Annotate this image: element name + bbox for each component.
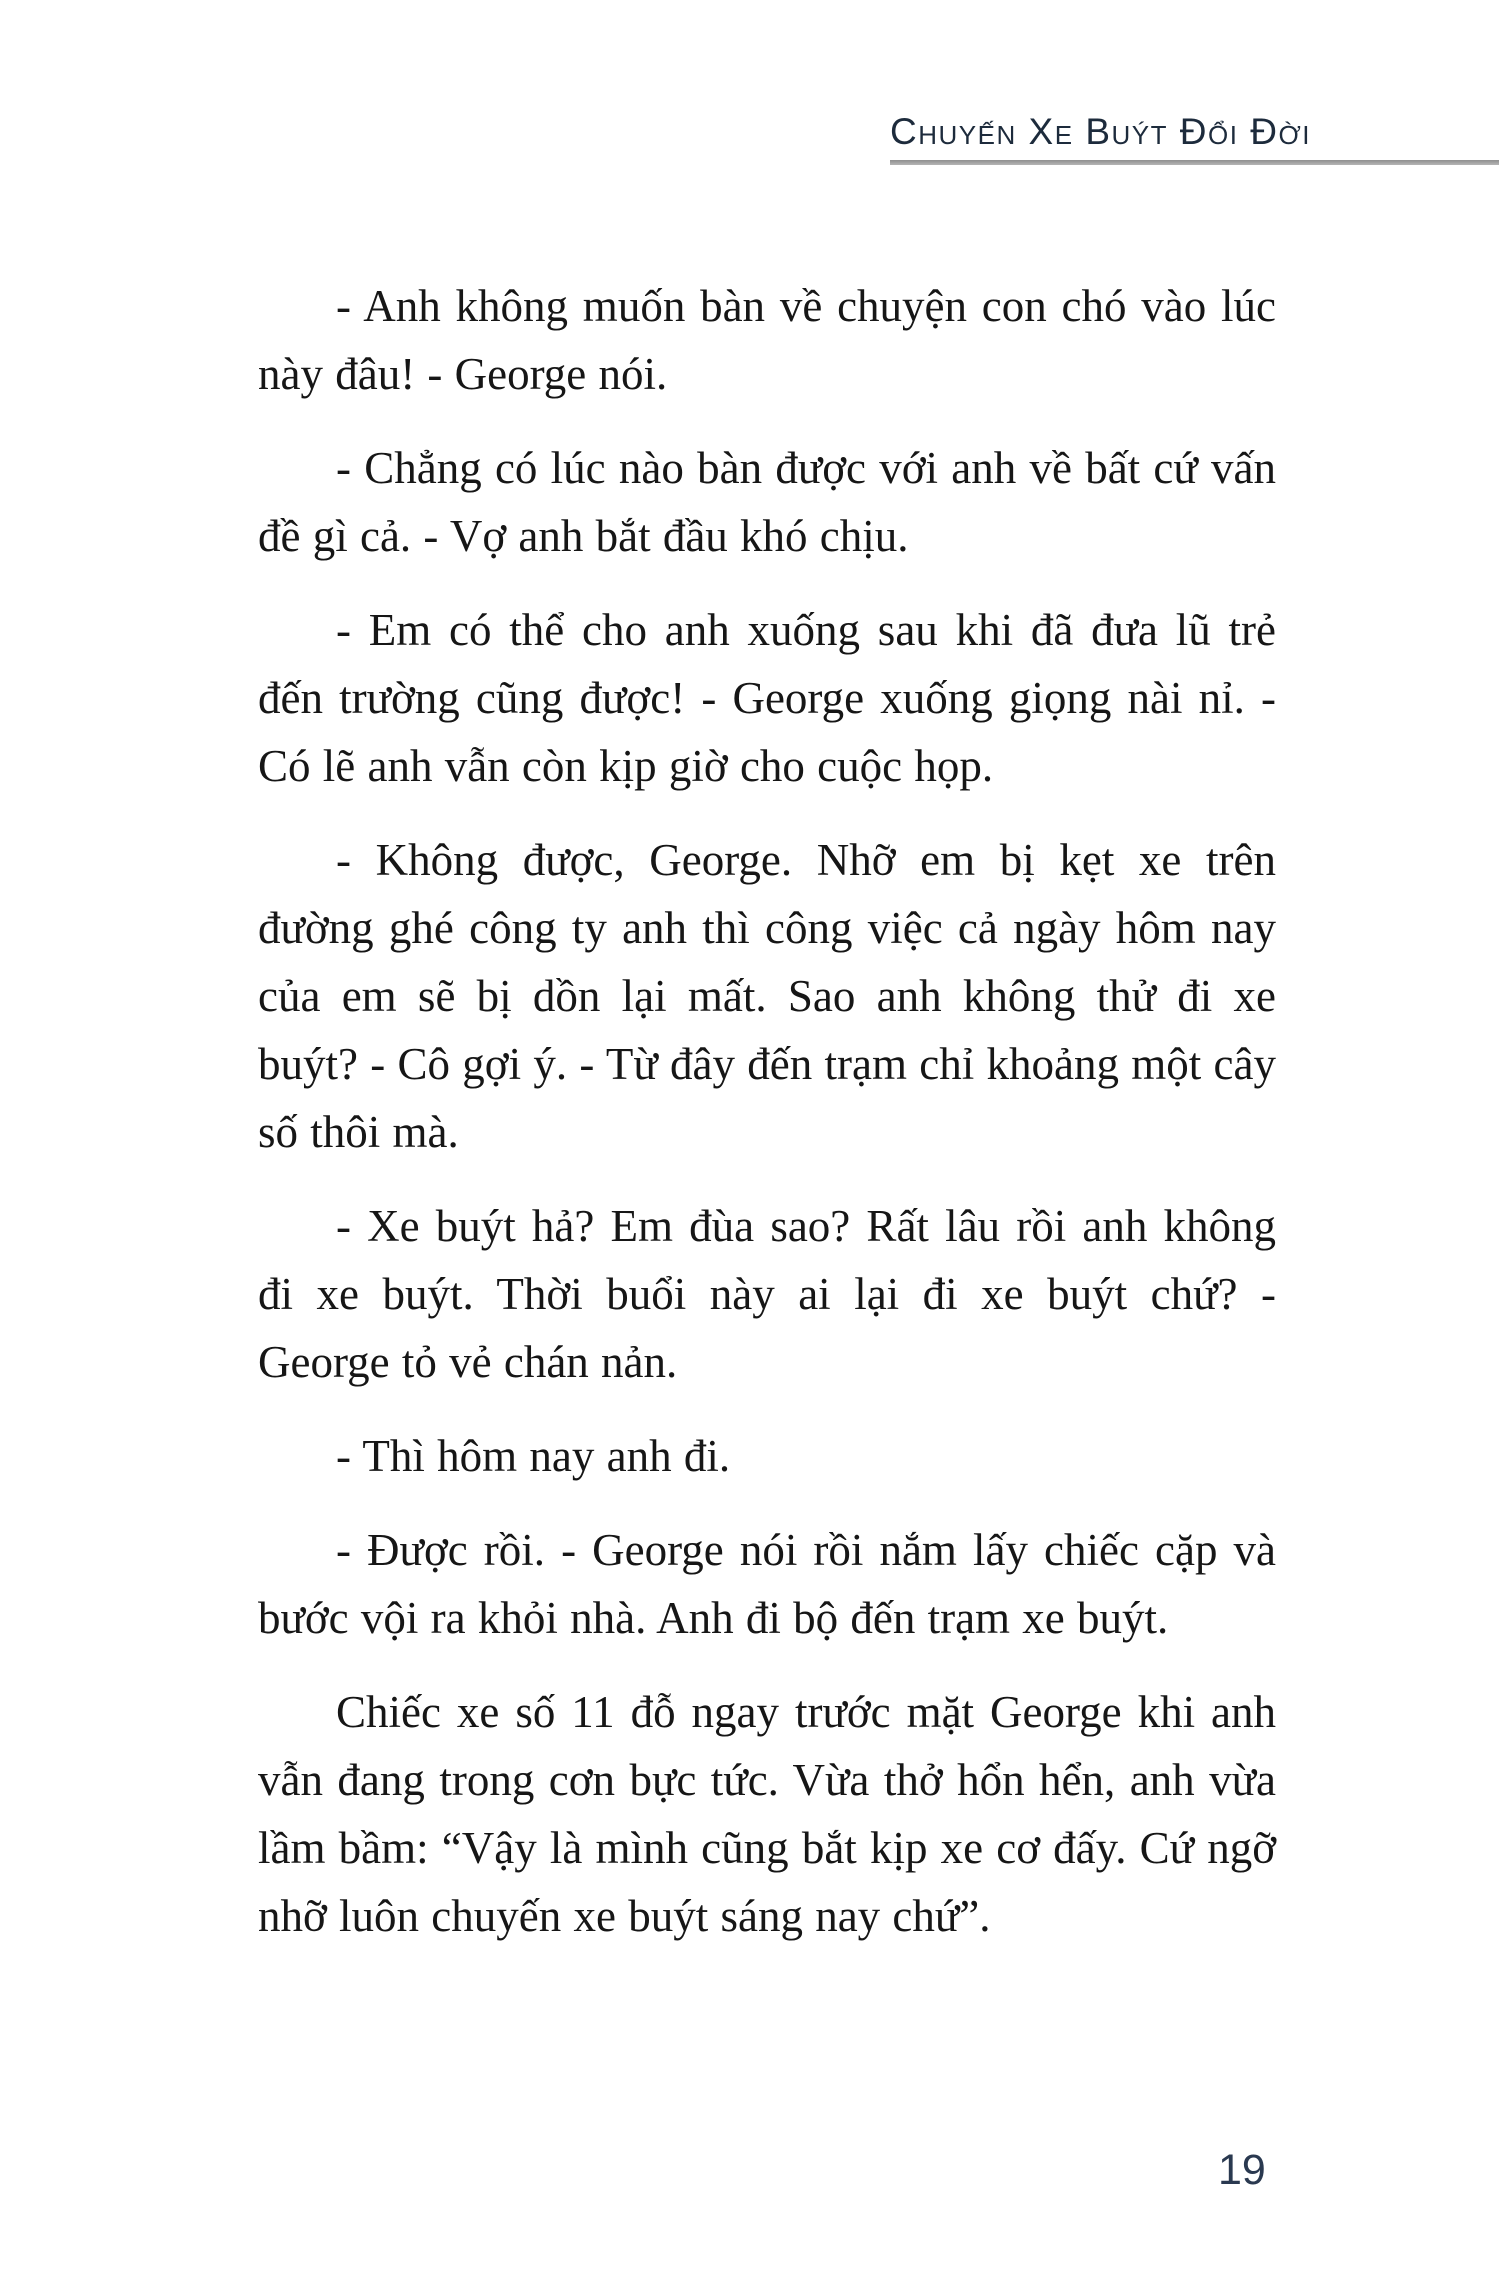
- header-rule: [890, 160, 1499, 165]
- page-number: 19: [1218, 2146, 1266, 2194]
- body-paragraph: - Được rồi. - George nói rồi nắm lấy chiếc cặp và bước vội ra khỏi nhà. Anh đi bộ đến trạm xe buýt.: [258, 1525, 1276, 1643]
- body-paragraph: - Xe buýt hả? Em đùa sao? Rất lâu rồi anh không đi xe buýt. Thời buổi này ai lại đi xe buýt chứ? - George tỏ vẻ chán nản.: [258, 1201, 1276, 1387]
- body-paragraph: - Không được, George. Nhỡ em bị kẹt xe trên đường ghé công ty anh thì công việc cả ngày hôm nay của em sẽ bị dồn lại mất. Sao anh không thử đi xe buýt? - Cô gợi ý. - Từ đây đến trạm chỉ khoảng một cây số thôi mà.: [258, 835, 1276, 1157]
- body-paragraph: - Thì hôm nay anh đi.: [336, 1431, 731, 1481]
- running-head-title: Chuyến Xe Buýt Đổi Đời: [890, 111, 1311, 152]
- body-paragraph: Chiếc xe số 11 đỗ ngay trước mặt George khi anh vẫn đang trong cơn bực tức. Vừa thở hổn hển, anh vừa lầm bầm: “Vậy là mình cũng bắt kịp xe cơ đấy. Cứ ngỡ nhỡ luôn chuyến xe buýt sáng nay chứ”.: [258, 1687, 1276, 1941]
- body-paragraph: - Chẳng có lúc nào bàn được với anh về bất cứ vấn đề gì cả. - Vợ anh bắt đầu khó chịu.: [258, 443, 1276, 561]
- body-paragraph: - Anh không muốn bàn về chuyện con chó vào lúc này đâu! - George nói.: [258, 281, 1276, 399]
- body-paragraph: - Em có thể cho anh xuống sau khi đã đưa lũ trẻ đến trường cũng được! - George xuống giọng nài nỉ. - Có lẽ anh vẫn còn kịp giờ cho cuộc họp.: [258, 605, 1276, 791]
- running-head: [890, 112, 1499, 165]
- page-body: [258, 272, 1276, 1976]
